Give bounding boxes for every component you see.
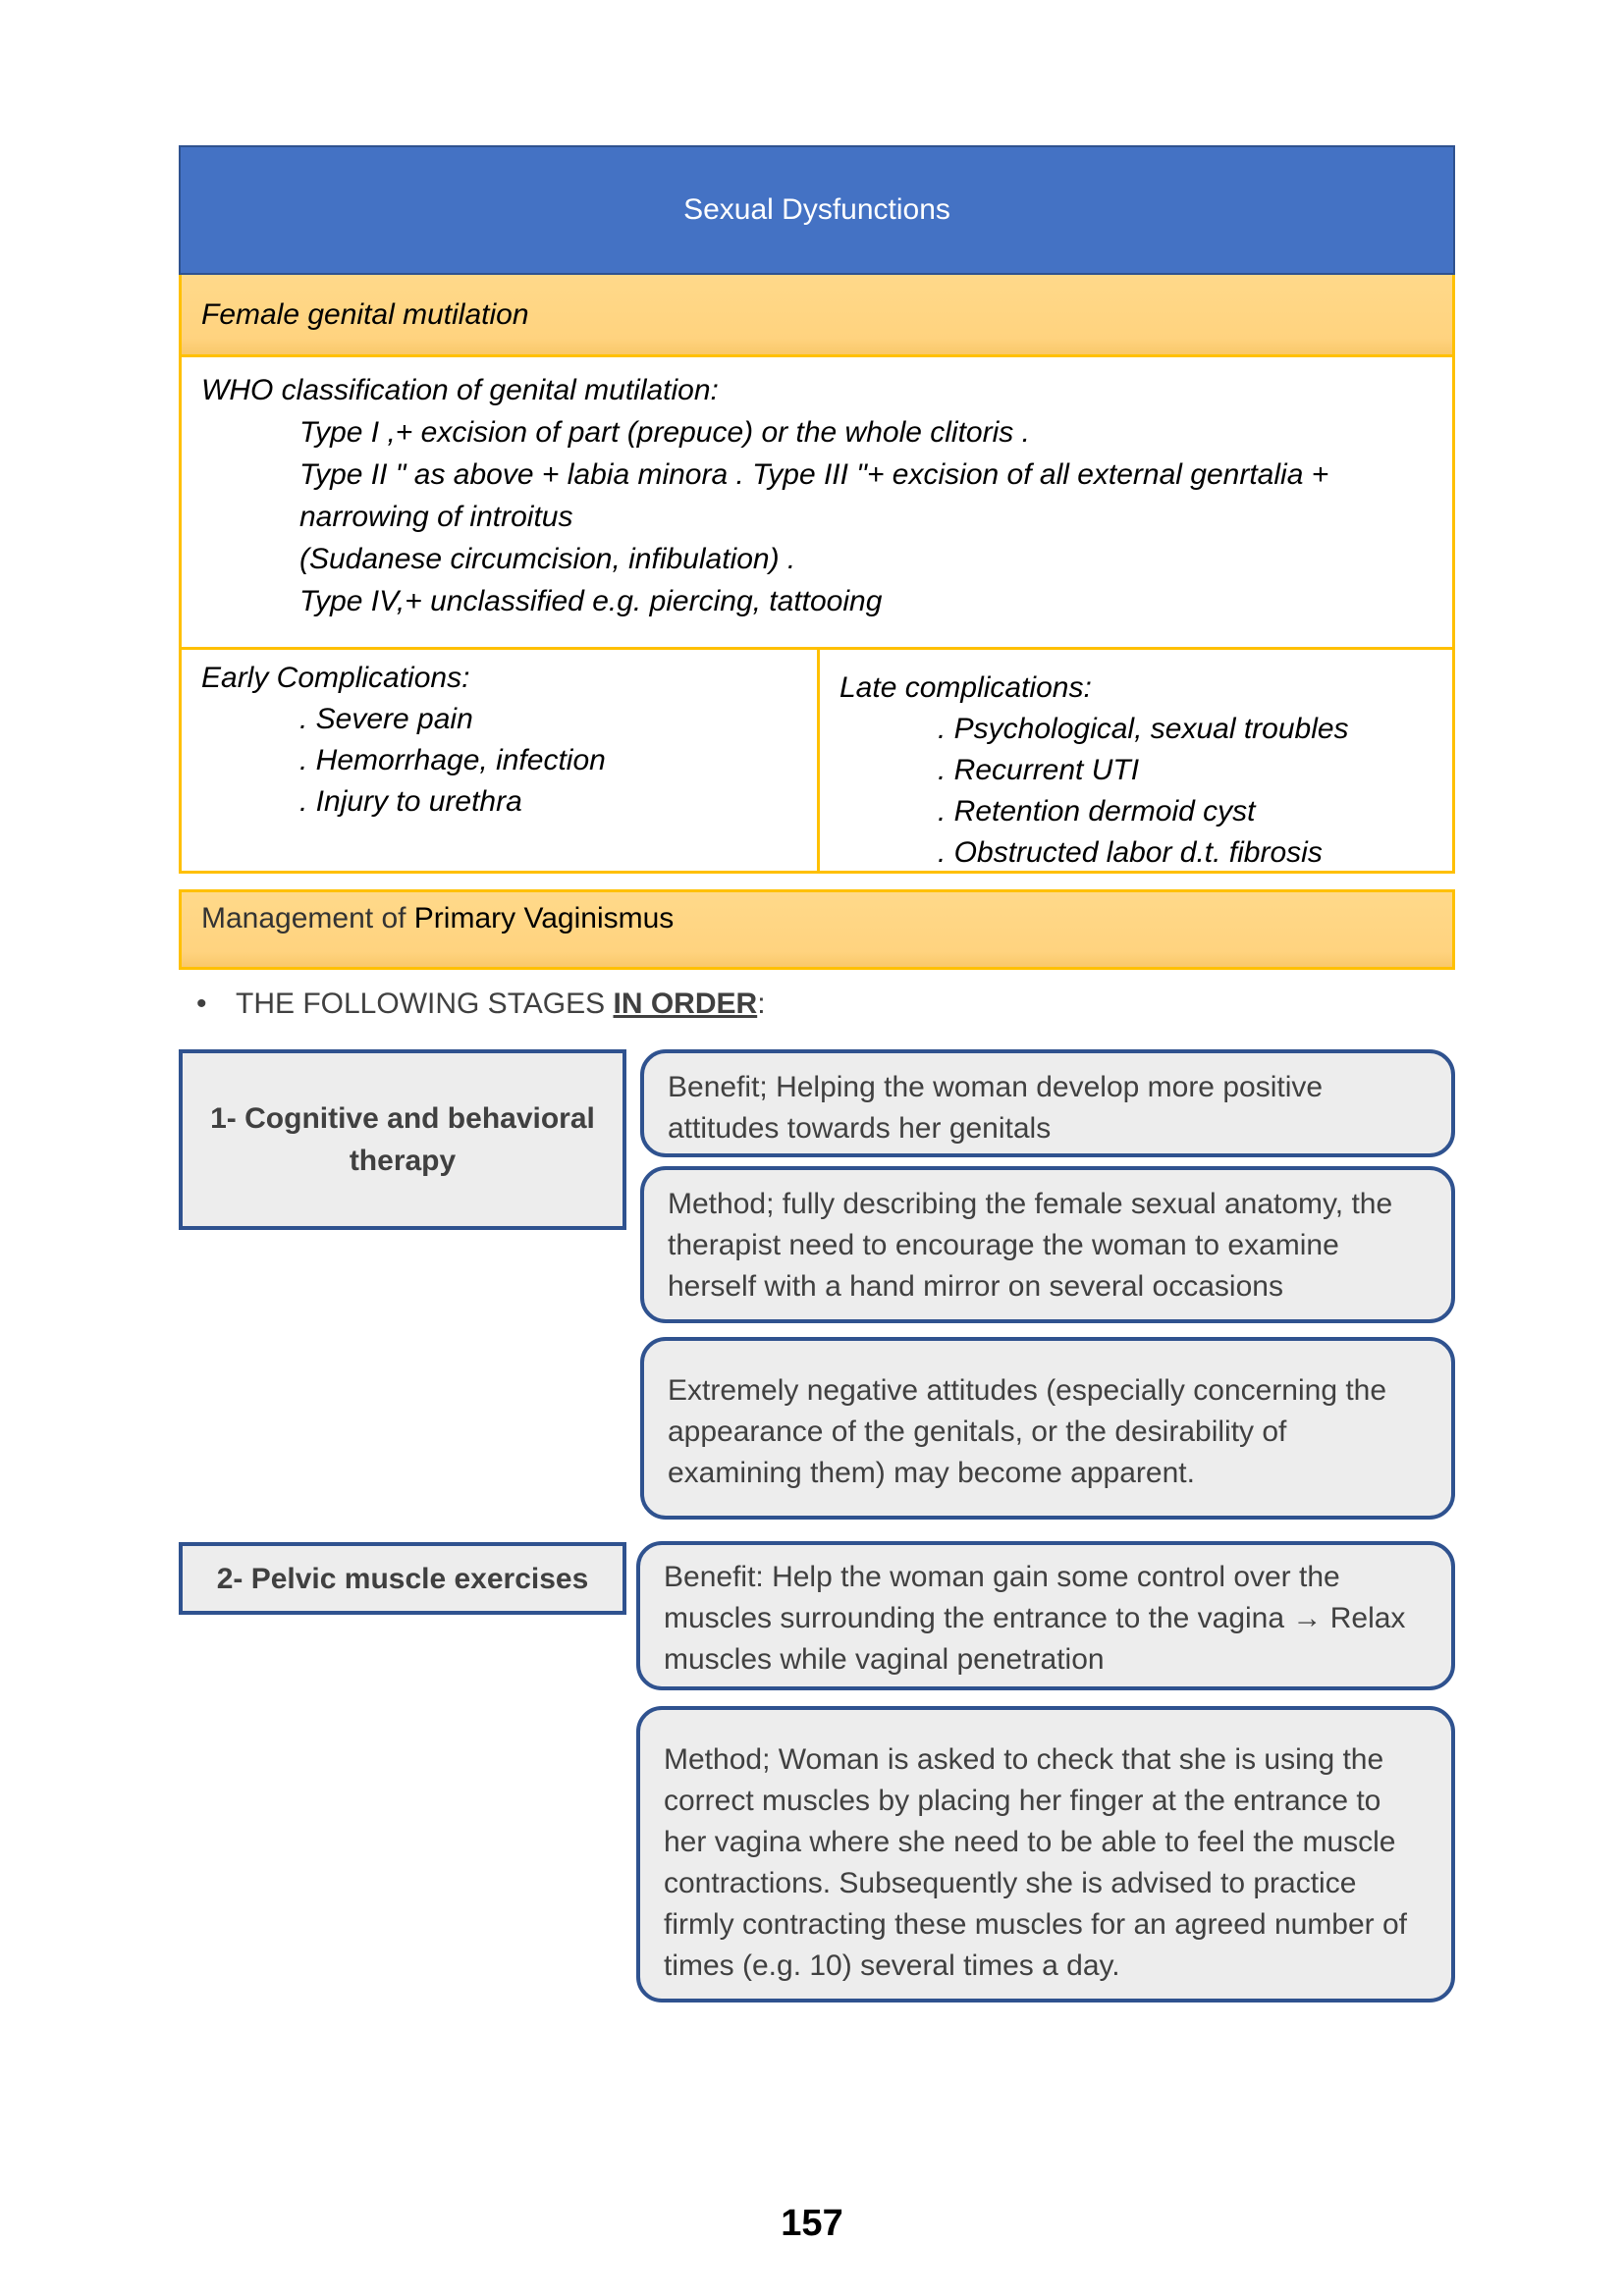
- early-complication-item: . Severe pain: [299, 703, 473, 735]
- page-title: Sexual Dysfunctions: [683, 193, 950, 226]
- who-classification-cell: [179, 357, 1455, 650]
- early-complication-item: . Injury to urethra: [299, 785, 522, 818]
- stage-box-cognitive-behavioral: [179, 1049, 626, 1230]
- management-heading: [179, 889, 1455, 970]
- late-complications-title: Late complications:: [839, 671, 1092, 704]
- stage-1-benefit-note: [640, 1049, 1455, 1157]
- stage-2-benefit-note: [636, 1541, 1455, 1690]
- fgm-table: [179, 145, 1455, 874]
- early-complication-item: . Hemorrhage, infection: [299, 744, 606, 776]
- management-subject: Primary Vaginismus: [413, 902, 675, 934]
- note-text: Benefit: Help the woman gain some control over the muscles surrounding the entrance to the vagina → Relax muscles while vaginal penetration: [664, 1561, 1406, 1676]
- who-line: narrowing of introitus: [299, 501, 573, 533]
- stages-intro: [196, 988, 766, 1021]
- stages-suffix: :: [757, 988, 766, 1020]
- bullet-icon: •: [196, 988, 207, 1020]
- who-line: Type I ,+ excision of part (prepuce) or the whole clitoris .: [299, 416, 1030, 449]
- page-number: 157: [781, 2203, 843, 2244]
- early-complications-cell: [182, 650, 820, 871]
- late-complication-item: . Obstructed labor d.t. fibrosis: [938, 836, 1323, 869]
- who-line: (Sudanese circumcision, infibulation) .: [299, 543, 796, 575]
- stage-1-method-note: [640, 1166, 1455, 1323]
- stages-emphasis: IN ORDER: [613, 988, 758, 1020]
- stage-label: 1- Cognitive and behavioral therapy: [210, 1102, 595, 1177]
- who-line: Type IV,+ unclassified e.g. piercing, tattooing: [299, 585, 883, 617]
- management-prefix: Management of: [201, 902, 414, 934]
- note-text: Benefit; Helping the woman develop more positive attitudes towards her genitals: [668, 1071, 1324, 1145]
- late-complications-cell: [820, 650, 1452, 871]
- stage-label: 2- Pelvic muscle exercises: [216, 1562, 589, 1595]
- page-title-bar: [179, 145, 1455, 275]
- stage-box-pelvic-muscle: [179, 1542, 626, 1615]
- note-text: Extremely negative attitudes (especially concerning the appearance of the genitals, or the desirability of examining them) may become apparent.: [668, 1374, 1387, 1489]
- stage-1-attitudes-note: [640, 1337, 1455, 1520]
- late-complication-item: . Recurrent UTI: [938, 754, 1140, 786]
- stage-2-method-note: [636, 1706, 1455, 2002]
- note-text: Method; Woman is asked to check that she is using the correct muscles by placing her finger at the entrance to her vagina where she need to be able to feel the muscle contractions. Subsequently she is advised to practice firmly contracting these muscles for an agreed number of times (e.g. 10) several times a day.: [664, 1743, 1408, 1982]
- who-title: WHO classification of genital mutilation:: [201, 374, 719, 406]
- late-complication-item: . Psychological, sexual troubles: [938, 713, 1349, 745]
- complications-row: [179, 650, 1455, 874]
- fgm-heading-row: [179, 275, 1455, 357]
- stages-intro-text: THE FOLLOWING STAGES: [236, 988, 614, 1020]
- who-line: Type II " as above + labia minora . Type III "+ excision of all external genrtalia +: [299, 458, 1329, 491]
- early-complications-title: Early Complications:: [201, 662, 470, 694]
- late-complication-item: . Retention dermoid cyst: [938, 795, 1256, 828]
- note-text: Method; fully describing the female sexual anatomy, the therapist need to encourage the woman to examine herself with a hand mirror on several occasions: [668, 1188, 1393, 1303]
- fgm-heading: Female genital mutilation: [201, 297, 529, 331]
